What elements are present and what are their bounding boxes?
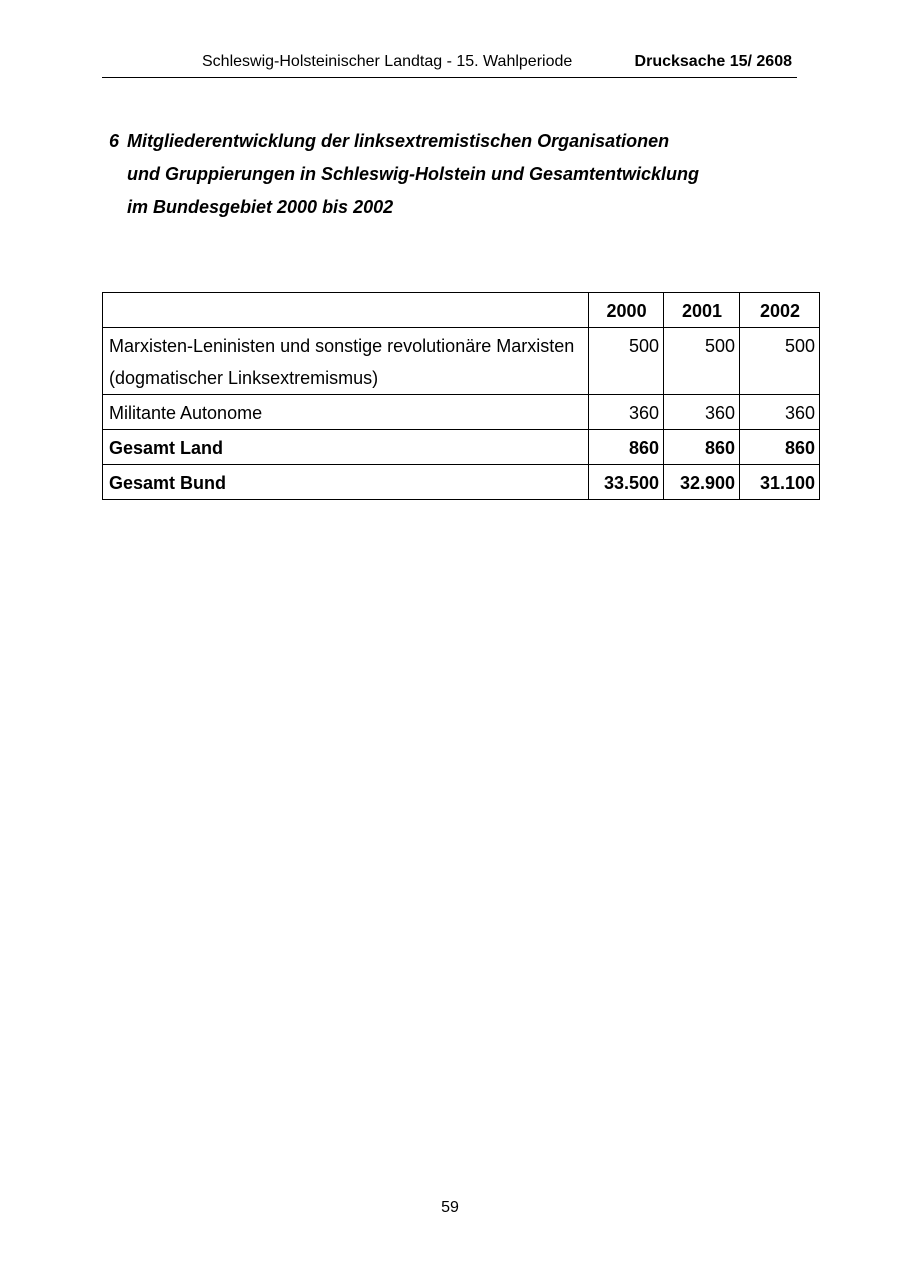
table-cell-value: 360 bbox=[740, 395, 820, 430]
section-heading bbox=[109, 125, 809, 224]
table-row bbox=[103, 328, 820, 395]
heading-line-2: und Gruppierungen in Schleswig-Holstein und Gesamtentwicklung bbox=[127, 164, 700, 184]
heading-line-3: im Bundesgebiet 2000 bis 2002 bbox=[127, 197, 394, 217]
membership-table bbox=[102, 292, 820, 500]
section-number: 6 bbox=[109, 131, 120, 151]
table-cell-value: 860 bbox=[740, 430, 820, 465]
table-cell-value: 860 bbox=[664, 430, 740, 465]
page-header bbox=[102, 50, 797, 78]
row-label-line: (dogmatischer Linksextremismus) bbox=[109, 368, 379, 388]
table-cell-value: 360 bbox=[589, 395, 664, 430]
column-header-year: 2000 bbox=[589, 293, 664, 328]
row-label: Militante Autonome bbox=[103, 395, 589, 430]
table-cell-value: 360 bbox=[664, 395, 740, 430]
document-number: Drucksache 15/ 2608 bbox=[634, 53, 792, 70]
table-header-row bbox=[103, 293, 820, 328]
heading-text-1: Mitgliederentwicklung der linksextremistischen Organisationen bbox=[127, 131, 670, 151]
table-cell-value: 500 bbox=[589, 328, 664, 395]
row-label: Gesamt Land bbox=[103, 430, 589, 465]
table-cell-value: 32.900 bbox=[664, 465, 740, 500]
row-label bbox=[103, 328, 589, 395]
column-header-label bbox=[103, 293, 589, 328]
table-cell-value: 31.100 bbox=[740, 465, 820, 500]
table-cell-value: 500 bbox=[740, 328, 820, 395]
table-row bbox=[103, 395, 820, 430]
header-title: Schleswig-Holsteinischer Landtag - 15. Wahlperiode bbox=[202, 53, 573, 70]
table-cell-value: 860 bbox=[589, 430, 664, 465]
heading-line-1 bbox=[109, 125, 809, 158]
table-row-total-land bbox=[103, 430, 820, 465]
table-row-total-bund bbox=[103, 465, 820, 500]
page-number: 59 bbox=[441, 1199, 459, 1216]
table-cell-value: 500 bbox=[664, 328, 740, 395]
column-header-year: 2001 bbox=[664, 293, 740, 328]
table-cell-value: 33.500 bbox=[589, 465, 664, 500]
row-label: Gesamt Bund bbox=[103, 465, 589, 500]
row-label-line: Marxisten-Leninisten und sonstige revolutionäre Marxisten bbox=[109, 336, 575, 356]
column-header-year: 2002 bbox=[740, 293, 820, 328]
